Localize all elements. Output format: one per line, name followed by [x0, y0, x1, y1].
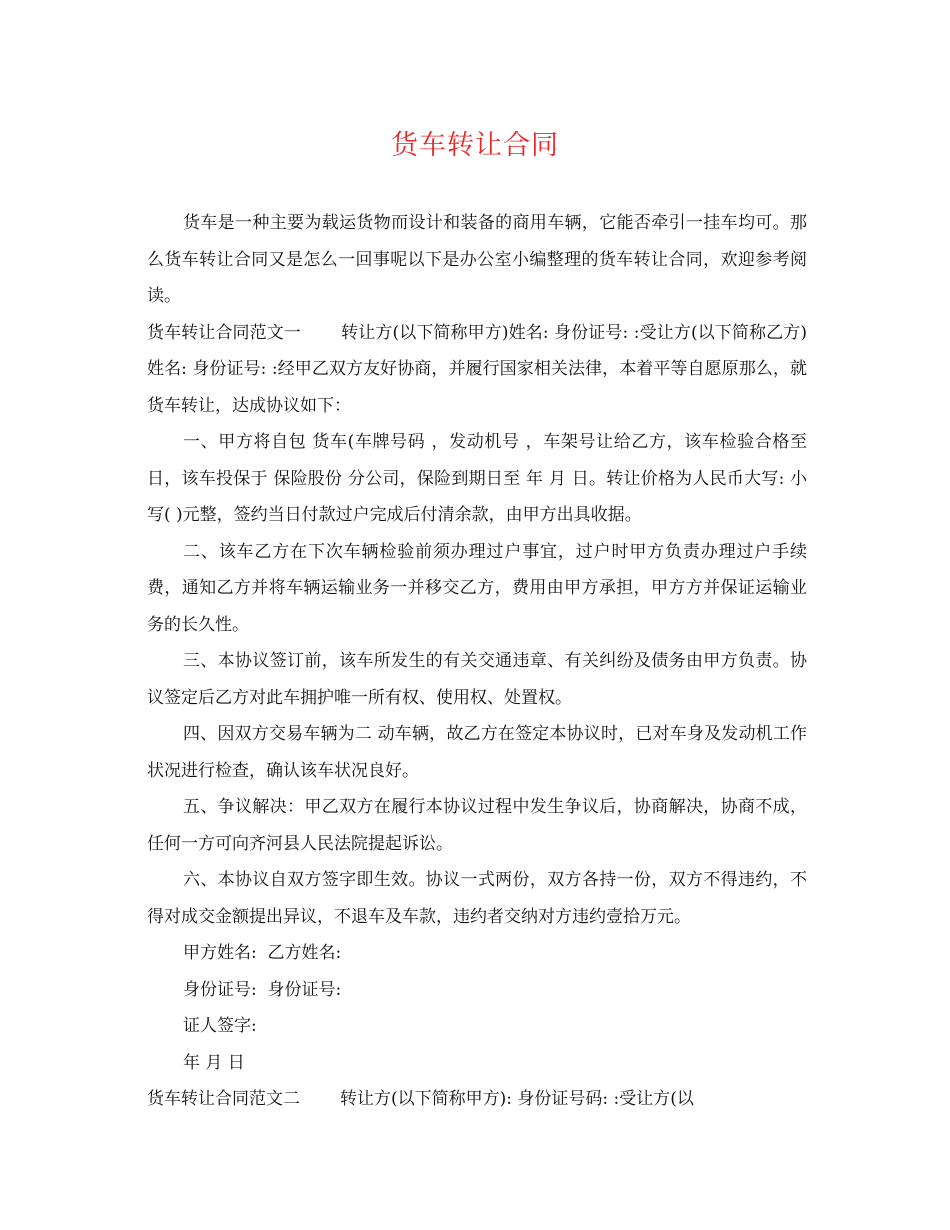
sample1-heading: 货车转让合同范文一: [147, 322, 302, 343]
document-body: [147, 205, 807, 1118]
signature-names: 甲方姓名: 乙方姓名:: [183, 943, 342, 963]
clause-6: 六、本协议自双方签字即生效。协议一式两份，双方各持一份，双方不得违约，不得对成交金额提出异议，不退车及车款，违约者交纳对方违约壹拾万元。: [147, 870, 807, 927]
signature-ids: 身份证号: 身份证号:: [183, 979, 342, 1000]
clause-5: 五、争议解决：甲乙双方在履行本协议过程中发生争议后，协商解决，协商不成，任何一方可向齐河县人民法院提起诉讼。: [147, 797, 807, 854]
sample1-paragraph: [147, 315, 807, 425]
sample2-paragraph: [147, 1081, 807, 1118]
clause-4: 四、因双方交易车辆为二 动车辆，故乙方在签定本协议时，已对车身及发动机工作状况进行检查，确认该车状况良好。: [147, 724, 807, 781]
clause-2: 二、该车乙方在下次车辆检验前须办理过户事宜，过户时甲方负责办理过户手续费，通知乙方并将车辆运输业务一并移交乙方，费用由甲方承担，甲方方并保证运输业务的长久性。: [147, 541, 807, 635]
clause-1: 一、甲方将自包 货车(车牌号码 ，发动机号 ，车架号让给乙方，该车检验合格至日，该车投保于 保险股份 分公司，保险到期日至 年 月 日。转让价格为人民币大写: 小写( )元整，签约当日付款过户完成后付清余款，由甲方出具收据。: [147, 432, 807, 525]
document-title: 货车转让合同: [391, 130, 559, 161]
witness-signature: 证人签字:: [183, 1016, 257, 1036]
sample2-heading: 货车转让合同范文二: [147, 1089, 300, 1109]
sample2-intro: 转让方(以下简称甲方): 身份证号码: :受让方(以: [340, 1089, 694, 1109]
intro-paragraph: 货车是一种主要为载运货物而设计和装备的商用车辆，它能否牵引一挂车均可。那么货车转让合同又是怎么一回事呢以下是办公室小编整理的货车转让合同，欢迎参考阅读。: [147, 213, 807, 306]
clause-3: 三、本协议签订前，该车所发生的有关交通违章、有关纠纷及债务由甲方负责。协议签定后乙方对此车拥护唯一所有权、使用权、处置权。: [147, 651, 807, 708]
sample1-intro: 转让方(以下简称甲方)姓名: 身份证号: :受让方(以下简称乙方)姓名: 身份证号: :经甲乙双方友好协商，并履行国家相关法律，本着平等自愿原那么，就 货车转让，达成协议如下：: [147, 322, 807, 416]
signature-date: 年 月 日: [183, 1052, 245, 1073]
